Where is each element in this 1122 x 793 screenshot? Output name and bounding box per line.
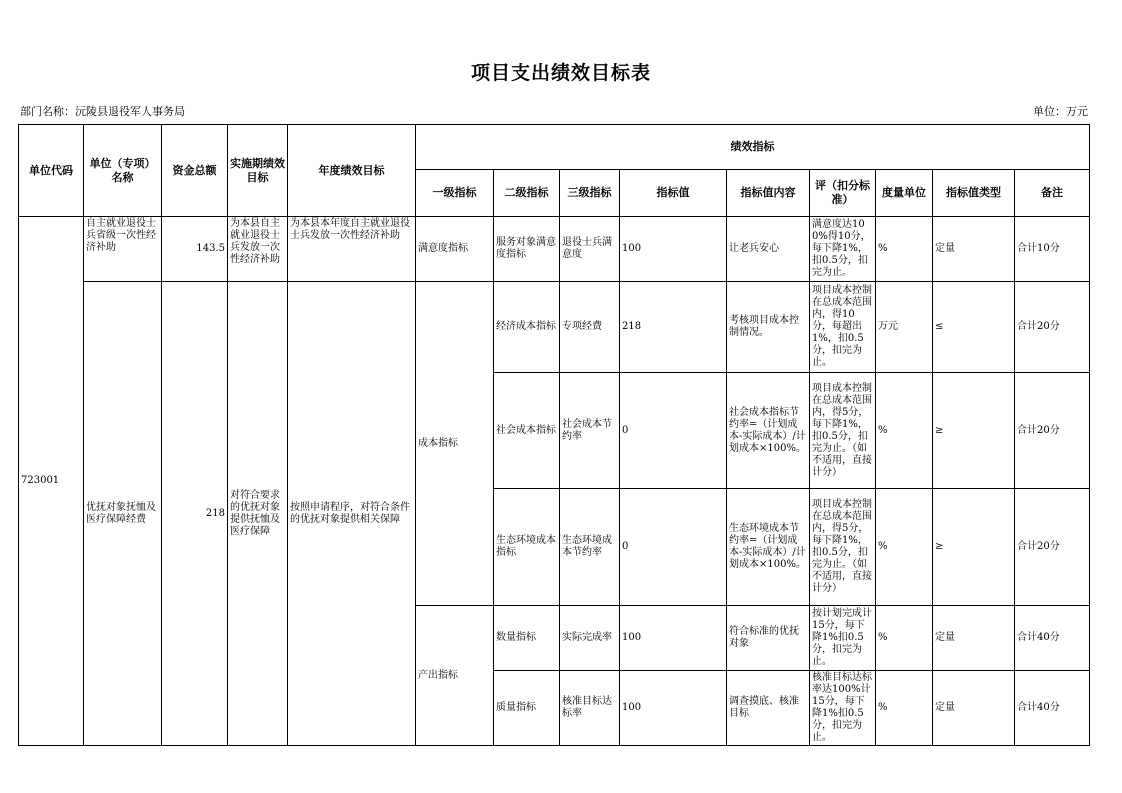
remark-cell: 合计20分 <box>1015 282 1090 373</box>
currency-unit: 单位：万元 <box>1033 105 1088 118</box>
indicator-value-cell: 100 <box>620 671 727 746</box>
level3-cell: 社会成本节约率 <box>560 373 620 489</box>
annual-goal: 按照申请程序，对符合条件的优抚对象提供相关保障 <box>288 282 416 746</box>
header-level2: 二级指标 <box>494 170 560 217</box>
measure-unit-cell: 万元 <box>876 282 933 373</box>
project-name: 自主就业退役士兵省级一次性经济补助 <box>84 217 162 282</box>
indicator-value-cell: 0 <box>620 373 727 489</box>
header-row-1 <box>19 125 1090 170</box>
header-total-funds: 资金总额 <box>162 125 228 217</box>
remark-cell: 合计40分 <box>1015 671 1090 746</box>
measure-unit-cell: % <box>876 217 933 282</box>
level2-cell: 经济成本指标 <box>494 282 560 373</box>
level2-cell: 社会成本指标 <box>494 373 560 489</box>
level2-cell: 生态环境成本指标 <box>494 489 560 606</box>
header-indicator-content: 指标值内容 <box>727 170 810 217</box>
header-value-type: 指标值类型 <box>933 170 1015 217</box>
indicator-content-cell: 让老兵安心 <box>727 217 810 282</box>
indicator-value-cell: 100 <box>620 606 727 671</box>
value-type-cell: ≥ <box>933 489 1015 606</box>
scoring-cell: 项目成本控制在总成本范围内，得5分，每下降1%，扣0.5分，扣完为止。（如不适用，直接计分） <box>810 373 876 489</box>
level3-cell: 专项经费 <box>560 282 620 373</box>
value-type-cell: 定量 <box>933 606 1015 671</box>
department-name: 部门名称：沅陵县退役军人事务局 <box>20 105 185 118</box>
value-type-cell: 定量 <box>933 217 1015 282</box>
indicator-content-cell: 符合标准的优抚对象 <box>727 606 810 671</box>
project-funds: 143.5 <box>162 217 228 282</box>
project-name: 优抚对象抚恤及医疗保障经费 <box>84 282 162 746</box>
value-type-cell: ≥ <box>933 373 1015 489</box>
page-title: 项目支出绩效目标表 <box>470 62 651 84</box>
header-unit-name: 单位（专项）名称 <box>84 125 162 217</box>
unit-code-cell: 723001 <box>19 217 84 746</box>
level3-cell: 退役士兵满意度 <box>560 217 620 282</box>
indicator-content-cell: 生态环境成本节约率=（计划成本-实际成本）/计划成本×100%。 <box>727 489 810 606</box>
indicator-content-cell: 调查摸底、核准目标 <box>727 671 810 746</box>
level1-cell: 满意度指标 <box>416 217 494 282</box>
scoring-cell: 项目成本控制在总成本范围内，得5分，每下降1%，扣0.5分，扣完为止。（如不适用，直接计分） <box>810 489 876 606</box>
header-level1: 一级指标 <box>416 170 494 217</box>
indicator-content-cell: 考核项目成本控制情况。 <box>727 282 810 373</box>
scoring-cell: 按计划完成计15分，每下降1%扣0.5分，扣完为止。 <box>810 606 876 671</box>
remark-cell: 合计20分 <box>1015 373 1090 489</box>
period-goal: 对符合要求的优抚对象提供抚恤及医疗保障 <box>228 282 288 746</box>
level1-cell: 产出指标 <box>416 606 494 746</box>
table-row <box>19 217 1090 282</box>
remark-cell: 合计10分 <box>1015 217 1090 282</box>
indicator-value-cell: 100 <box>620 217 727 282</box>
scoring-cell: 项目成本控制在总成本范围内，得10分，每超出1%，扣0.5分，扣完为止。 <box>810 282 876 373</box>
measure-unit-cell: % <box>876 489 933 606</box>
annual-goal: 为本县本年度自主就业退役士兵发放一次性经济补助 <box>288 217 416 282</box>
measure-unit-cell: % <box>876 671 933 746</box>
level3-cell: 核准目标达标率 <box>560 671 620 746</box>
header-measure-unit: 度量单位 <box>876 170 933 217</box>
measure-unit-cell: % <box>876 606 933 671</box>
indicator-value-cell: 0 <box>620 489 727 606</box>
level2-cell: 质量指标 <box>494 671 560 746</box>
header-remarks: 备注 <box>1015 170 1090 217</box>
performance-table <box>18 124 1090 746</box>
table-row <box>19 282 1090 373</box>
level2-cell: 服务对象满意度指标 <box>494 217 560 282</box>
header-period-goal: 实施期绩效目标 <box>228 125 288 217</box>
remark-cell: 合计20分 <box>1015 489 1090 606</box>
header-performance-indicators: 绩效指标 <box>416 125 1090 170</box>
remark-cell: 合计40分 <box>1015 606 1090 671</box>
level2-cell: 数量指标 <box>494 606 560 671</box>
header-annual-goal: 年度绩效目标 <box>288 125 416 217</box>
value-type-cell: ≤ <box>933 282 1015 373</box>
header-scoring: 评（扣分标准） <box>810 170 876 217</box>
measure-unit-cell: % <box>876 373 933 489</box>
header-indicator-value: 指标值 <box>620 170 727 217</box>
header-level3: 三级指标 <box>560 170 620 217</box>
scoring-cell: 核准目标达标率达100%计15分，每下降1%扣0.5分，扣完为止。 <box>810 671 876 746</box>
level1-cell: 成本指标 <box>416 282 494 606</box>
level3-cell: 实际完成率 <box>560 606 620 671</box>
level3-cell: 生态环境成本节约率 <box>560 489 620 606</box>
value-type-cell: 定量 <box>933 671 1015 746</box>
header-unit-code: 单位代码 <box>19 125 84 217</box>
indicator-value-cell: 218 <box>620 282 727 373</box>
project-funds: 218 <box>162 282 228 746</box>
indicator-content-cell: 社会成本指标节约率=（计划成本-实际成本）/计划成本×100%。 <box>727 373 810 489</box>
period-goal: 为本县自主就业退役士兵发放一次性经济补助 <box>228 217 288 282</box>
scoring-cell: 满意度达100%得10分，每下降1%，扣0.5分，扣完为止。 <box>810 217 876 282</box>
